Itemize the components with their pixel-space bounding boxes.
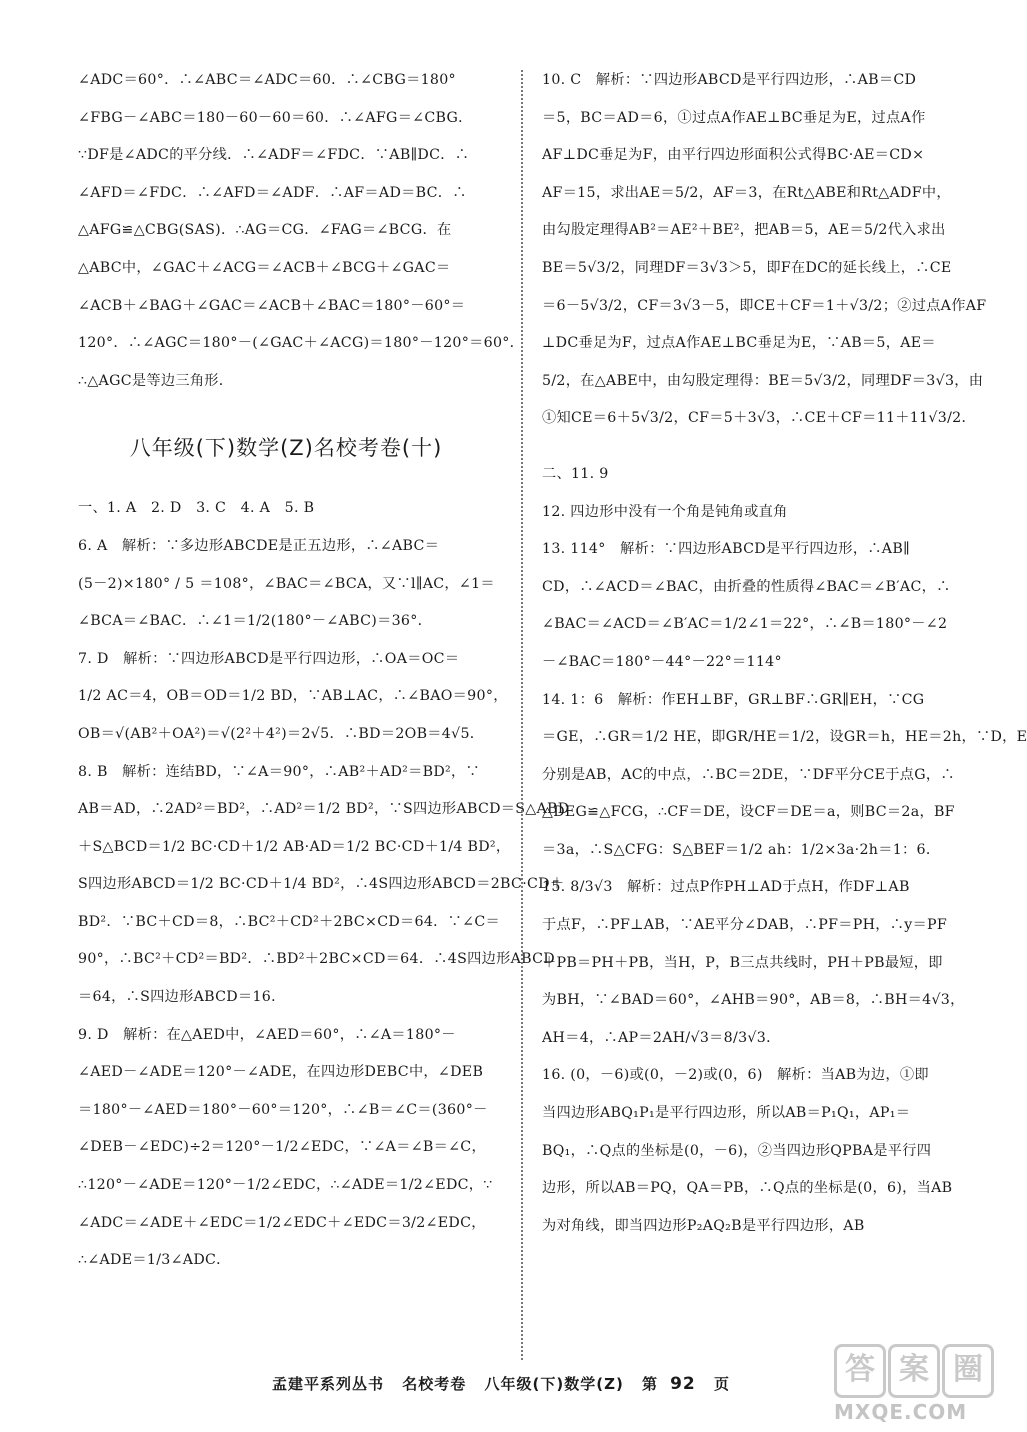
text-line: ∠AED－∠ADE＝120°－∠ADE，在四边形DEBC中，∠DEB [78, 1064, 484, 1081]
text-line: ∵DF是∠ADC的平分线．∴∠ADF＝∠FDC．∵AB∥DC．∴ [78, 147, 470, 164]
text-line: ＝180°－∠AED＝180°－60°＝120°，∴∠B＝∠C＝(360°－ [78, 1101, 488, 1118]
text-line: BQ₁，∴Q点的坐标是(0，－6)，②当四边形QPBA是平行四 [542, 1142, 932, 1159]
text-line: ⊥DC垂足为F，过点A作AE⊥BC垂足为E，∵AB＝5，AE＝ [542, 335, 936, 352]
section-title: 八年级(下)数学(Z)名校考卷(十) [129, 436, 443, 461]
text-line: 6. A 解析：∵多边形ABCDE是正五边形，∴∠ABC＝ [78, 537, 440, 554]
text-line: ＝5，BC＝AD＝6，①过点A作AE⊥BC垂足为E，过点A作 [542, 109, 926, 126]
text-line: 16. (0，－6)或(0，－2)或(0，6) 解析：当AB为边，①即 [542, 1067, 929, 1084]
text-line: －∠BAC＝180°－44°－22°＝114° [542, 653, 782, 670]
text-line: 120°．∴∠AGC＝180°－(∠GAC＋∠ACG)＝180°－120°＝60°． [78, 335, 525, 352]
text-line: 分别是AB，AC的中点，∴BC＝2DE，∵DF平分CE于点G，∴ [542, 766, 955, 783]
text-line: △ABC中，∠GAC＋∠ACG＝∠ACB＋∠BCG＋∠GAC＝ [78, 259, 451, 276]
text-line: ∴120°－∠ADE＝120°－1/2∠EDC，∴∠ADE＝1/2∠EDC，∵ [78, 1177, 493, 1194]
watermark-char: 案 [888, 1344, 940, 1398]
text-line: 为对角线，即当四边形P₂AQ₂B是平行四边形，AB [542, 1217, 865, 1234]
text-line: 由勾股定理得AB²＝AE²＋BE²，把AB＝5，AE＝5/2代入求出 [542, 222, 946, 239]
text-line: ∴△AGC是等边三角形． [78, 372, 234, 389]
footer-series: 孟建平系列丛书 [272, 1375, 385, 1393]
text-line: ＝3a，∴S△CFG：S△BEF＝1/2 ah：1/2×3a·2h＝1：6． [542, 841, 941, 858]
text-line: ①知CE＝6＋5√3/2，CF＝5＋3√3，∴CE＋CF＝11＋11√3/2． [542, 410, 976, 427]
text-line: 5/2，在△ABE中，由勾股定理得：BE＝5√3/2，同理DF＝3√3，由 [542, 372, 984, 389]
text-line: ∠FBG－∠ABC＝180－60－60＝60．∴∠AFG＝∠CBG． [78, 109, 473, 126]
text-line: △DEG≌△FCG，∴CF＝DE，设CF＝DE＝a，则BC＝2a，BF [542, 804, 955, 821]
left-column [78, 62, 570, 1280]
text-line: ∠AFD＝∠FDC．∴∠AFD＝∠ADF．∴AF＝AD＝BC．∴ [78, 184, 467, 201]
text-line: ∠ADC＝60°．∴∠ABC＝∠ADC＝60．∴∠CBG＝180° [78, 72, 456, 88]
watermark-char: 答 [834, 1344, 886, 1398]
text-line: ＝6－5√3/2，CF＝3√3－5，即CE＋CF＝1＋√3/2；②过点A作AF [542, 297, 987, 314]
footer-page-prefix: 第 [642, 1375, 659, 1393]
column-divider [521, 70, 523, 1360]
page-number: 92 [670, 1374, 696, 1394]
text-line: ∠BCA＝∠BAC．∴∠1＝1/2(180°－∠ABC)＝36°． [78, 613, 433, 630]
text-line: 1/2 AC＝4，OB＝OD＝1/2 BD，∵AB⊥AC，∴∠BAO＝90°， [78, 688, 508, 705]
watermark-char: 圈 [942, 1344, 994, 1398]
text-line: (5－2)×180° / 5 ＝108°，∠BAC＝∠BCA，又∵l∥AC，∠1＝ [78, 575, 495, 592]
footer-subject: 八年级(下)数学(Z) [484, 1375, 624, 1393]
footer-page-suffix: 页 [713, 1375, 730, 1393]
text-line: 90°，∴BC²＋CD²＝BD²．∴BD²＋2BC×CD＝64．∴4S四边形ABCD [78, 951, 555, 968]
text-line: ＝64，∴S四边形ABCD＝16． [78, 989, 286, 1006]
text-line: AF⊥DC垂足为F，由平行四边形面积公式得BC·AE＝CD× [542, 147, 925, 164]
page-footer [272, 1373, 742, 1394]
text-line: ∠ADC＝∠ADE＋∠EDC＝1/2∠EDC＋∠EDC＝3/2∠EDC， [78, 1214, 486, 1231]
text-line: ＝GE，∴GR＝1/2 HE，即GR/HE＝1/2，设GR＝h，HE＝2h，∵D，E [542, 729, 1027, 746]
text-line: AF＝15，求出AE＝5/2，AF＝3，在Rt△ABE和Rt△ADF中， [542, 184, 951, 201]
text-line: OB＝√(AB²＋OA²)＝√(2²＋4²)＝2√5．∴BD＝2OB＝4√5． [78, 725, 485, 742]
text-line: 为BH，∵∠BAD＝60°，∠AHB＝90°，AB＝8，∴BH＝4√3， [542, 992, 965, 1009]
text-line: 7. D 解析：∵四边形ABCD是平行四边形，∴OA＝OC＝ [78, 650, 460, 667]
text-line: 二、11. 9 [542, 465, 609, 482]
text-line: 一、1. A 2. D 3. C 4. A 5. B [78, 500, 315, 517]
text-line: BD²．∵BC＋CD＝8，∴BC²＋CD²＋2BC×CD＝64．∵∠C＝ [78, 913, 500, 930]
text-line: 10. C 解析：∵四边形ABCD是平行四边形，∴AB＝CD [542, 72, 917, 88]
text-line: 8. B 解析：连结BD，∵∠A＝90°，∴AB²＋AD²＝BD²，∵ [78, 763, 481, 780]
text-line: BE＝5√3/2，同理DF＝3√3＞5，即F在DC的延长线上，∴CE [542, 259, 952, 276]
text-line: 当四边形ABQ₁P₁是平行四边形，所以AB＝P₁Q₁，AP₁＝ [542, 1105, 911, 1122]
text-line: S四边形ABCD＝1/2 BC·CD＋1/4 BD²，∴4S四边形ABCD＝2BC·CD＋ [78, 876, 565, 893]
text-line: ∠DEB－∠EDC)÷2＝120°－1/2∠EDC，∵∠A＝∠B＝∠C， [78, 1139, 486, 1156]
text-line: 12. 四边形中没有一个角是钝角或直角 [542, 503, 788, 520]
footer-book: 名校考卷 [402, 1375, 467, 1393]
text-line: ∴∠ADE＝1/3∠ADC． [78, 1252, 231, 1269]
text-line: ∠ACB＋∠BAG＋∠GAC＝∠ACB＋∠BAC＝180°－60°＝ [78, 297, 466, 314]
text-line: ∠BAC＝∠ACD＝∠B′AC＝1/2∠1＝22°，∴∠B＝180°－∠2 [542, 616, 948, 633]
text-line: △AFG≌△CBG(SAS)．∴AG＝CG．∠FAG＝∠BCG．在 [78, 222, 452, 239]
right-text-block-a [542, 62, 987, 438]
right-text-block-b [542, 456, 1027, 1245]
watermark-logo [834, 1344, 994, 1426]
text-line: 13. 114° 解析：∵四边形ABCD是平行四边形，∴AB∥ [542, 541, 910, 558]
left-text-block-a [78, 62, 525, 400]
text-line: 于点F，∴PF⊥AB，∵AE平分∠DAB，∴PF＝PH，∴y＝PF [542, 917, 948, 934]
text-line: ＋S△BCD＝1/2 BC·CD＋1/2 AB·AD＝1/2 BC·CD＋1/4 BD²， [78, 838, 511, 855]
text-line: 15. 8/3√3 解析：过点P作PH⊥AD于点H，作DF⊥AB [542, 879, 910, 896]
text-line: AH＝4，∴AP＝2AH/√3＝8/3√3． [542, 1029, 781, 1046]
left-text-block-b [78, 490, 570, 1279]
text-line: AB＝AD，∴2AD²＝BD²，∴AD²＝1/2 BD²，∵S四边形ABCD＝S△ABD [78, 801, 570, 818]
text-line: ＋PB＝PH＋PB，当H，P，B三点共线时，PH＋PB最短，即 [542, 954, 943, 971]
text-line: 14. 1：6 解析：作EH⊥BF，GR⊥BF∴GR∥EH，∵CG [542, 691, 925, 708]
text-line: 边形，所以AB＝PQ，QA＝PB，∴Q点的坐标是(0，6)，当AB [542, 1180, 953, 1197]
watermark-site: MXQE.COM [834, 1400, 968, 1424]
text-line: 9. D 解析：在△AED中，∠AED＝60°，∴∠A＝180°－ [78, 1026, 456, 1043]
right-column [542, 62, 1027, 1245]
text-line: CD，∴∠ACD＝∠BAC，由折叠的性质得∠BAC＝∠B′AC，∴ [542, 578, 951, 595]
